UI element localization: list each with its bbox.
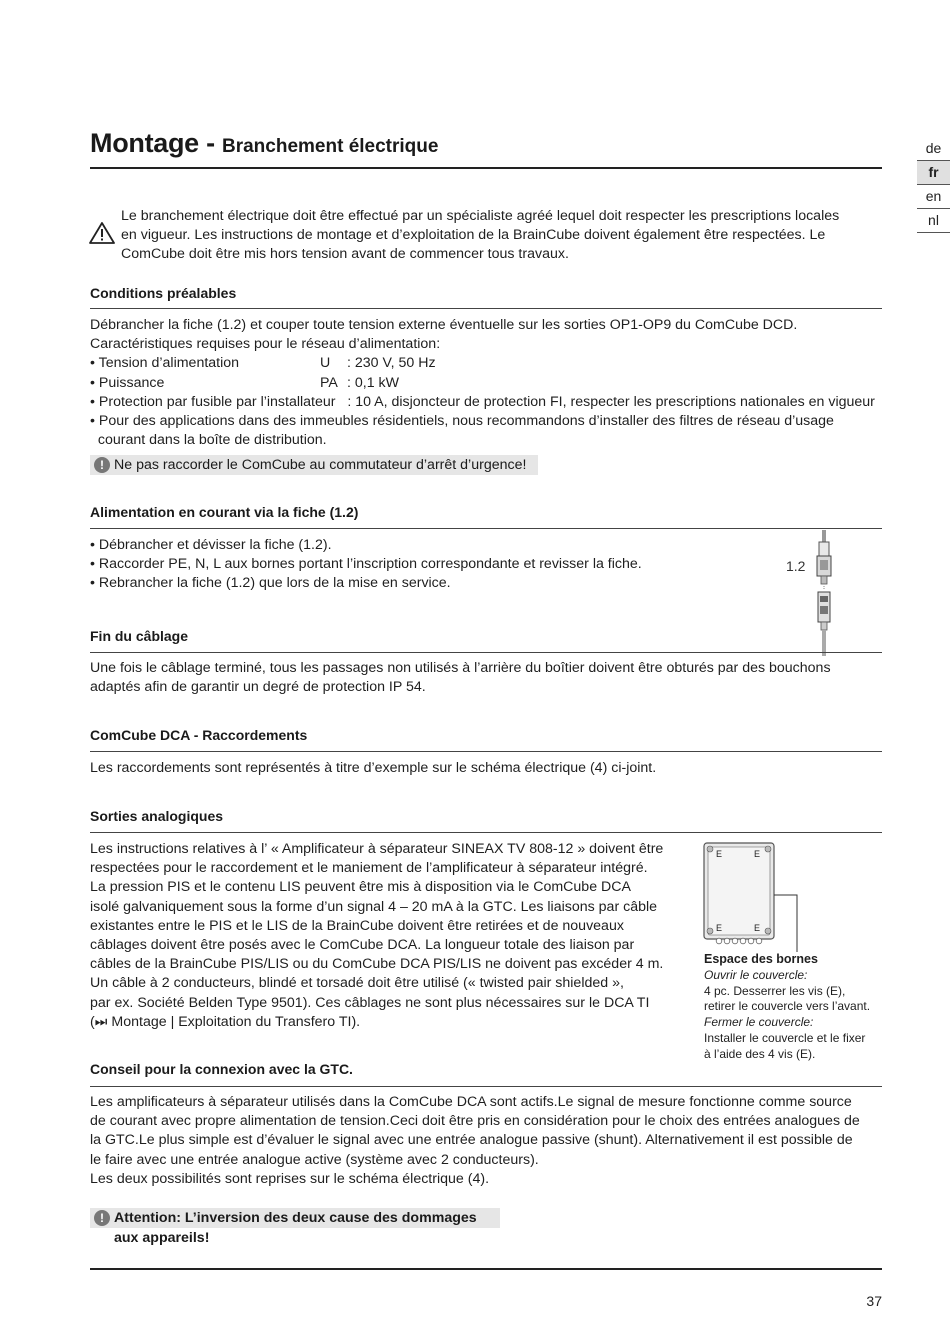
gtc-advice-body bbox=[90, 1093, 860, 1189]
safety-line: en vigueur. Les instructions de montage et d’exploitation de la BrainCube doivent également être respectées. Le bbox=[121, 227, 826, 244]
spec-value: : 0,1 kW bbox=[347, 374, 400, 391]
spec-label: • Puissance bbox=[90, 374, 165, 391]
heading-comcube-dca: ComCube DCA - Raccordements bbox=[90, 727, 308, 743]
wiring-line: adaptés afin de garantir un degré de protection IP 54. bbox=[90, 679, 426, 696]
analog-line: isolé galvaniquement sous la forme d’un signal 4 – 20 mA à la GTC. Les liaisons par câble bbox=[90, 898, 658, 915]
analog-line: (⏭ Montage | Exploitation du Transfero TI). bbox=[90, 1013, 361, 1030]
conditions-line: courant dans la boîte de distribution. bbox=[90, 432, 327, 449]
power-bullet: • Débrancher et dévisser la fiche (1.2). bbox=[90, 537, 332, 553]
analog-line: Les instructions relatives à l’ « Amplificateur à séparateur SINEAX TV 808-12 » doivent être bbox=[90, 841, 664, 857]
heading-analog-outputs: Sorties analogiques bbox=[90, 808, 224, 824]
page-title-sub: Branchement électrique bbox=[222, 136, 439, 157]
inversion-warning bbox=[90, 1208, 500, 1246]
footer-rule bbox=[90, 1268, 882, 1270]
section-rule bbox=[90, 832, 882, 833]
spec-label: • Tension d’alimentation bbox=[90, 355, 240, 372]
spec-symbol: U bbox=[320, 355, 331, 372]
exclamation-circle-icon: ! bbox=[94, 1210, 110, 1226]
emergency-switch-warning bbox=[90, 455, 538, 475]
comcube-dca-body: Les raccordements sont représentés à titre d’exemple sur le schéma électrique (4) ci-joint. bbox=[90, 760, 657, 776]
heading-gtc-advice: Conseil pour la connexion avec la GTC. bbox=[90, 1061, 353, 1077]
warning-text: Attention: L’inversion des deux cause des dommages aux appareils! bbox=[114, 1210, 477, 1246]
gtc-line: le faire avec une entrée analogue active (système avec 2 conducteurs). bbox=[90, 1151, 539, 1168]
heading-power-supply: Alimentation en courant via la fiche (1.2) bbox=[90, 504, 359, 520]
power-bullet: • Rebrancher la fiche (1.2) que lors de la mise en service. bbox=[90, 575, 451, 592]
screw-label-e: E bbox=[754, 849, 761, 859]
gtc-line: de courant avec propre alimentation de tension.Ceci doit être pris en considération pour le choix des entrées analogues de bbox=[90, 1113, 860, 1130]
analog-line: par ex. Société Belden Type 9501). Ces câblages ne sont plus nécessaires sur le DCA TI bbox=[90, 994, 650, 1011]
caption-close-label: Fermer le couvercle: bbox=[704, 1015, 814, 1030]
lang-tab-nl[interactable]: nl bbox=[917, 209, 950, 233]
wiring-end-body bbox=[90, 659, 831, 697]
analog-line: câblages doivent être posés avec le ComCube DCA. La longueur totale des liaison par bbox=[90, 937, 635, 954]
caption-open-text: retirer le couvercle vers l’avant. bbox=[704, 999, 871, 1014]
lang-tab-fr[interactable]: fr bbox=[917, 161, 950, 185]
caption-open-text: 4 pc. Desserrer les vis (E), bbox=[704, 983, 846, 998]
lang-tab-en[interactable]: en bbox=[917, 185, 950, 209]
gtc-line: la GTC.Le plus simple est d’évaluer le signal avec une entrée analogue passive (shunt). Alternativement il est possible de bbox=[90, 1132, 853, 1149]
plug-connector-icon bbox=[812, 530, 836, 656]
lang-tab-de[interactable]: de bbox=[917, 137, 950, 161]
caption-open-label: Ouvrir le couvercle: bbox=[704, 967, 808, 982]
analog-line: Un câble à 2 conducteurs, blindé et torsadé doit être utilisé (« twisted pair shielded », bbox=[90, 975, 624, 992]
terminal-box-icon bbox=[703, 842, 801, 952]
screw-label-e: E bbox=[716, 923, 723, 933]
conditions-line: • Pour des applications dans des immeubles résidentiels, nous recommandons d’installer des filtres de réseau d’usage bbox=[90, 413, 834, 430]
spec-row bbox=[90, 354, 875, 373]
screw-label-e: E bbox=[754, 923, 761, 933]
safety-line: Le branchement électrique doit être effectué par un spécialiste agréé lequel doit respecter les prescriptions locales bbox=[121, 208, 840, 224]
safety-notice bbox=[121, 207, 839, 265]
spec-row bbox=[90, 374, 875, 393]
section-rule bbox=[90, 751, 882, 752]
section-rule bbox=[90, 652, 882, 653]
plug-figure-label: 1.2 bbox=[786, 558, 806, 574]
conditions-body bbox=[90, 316, 875, 450]
spec-value: : 230 V, 50 Hz bbox=[347, 355, 436, 372]
page-title-main: Montage - bbox=[90, 128, 222, 158]
page-number: 37 bbox=[866, 1293, 882, 1309]
power-supply-body bbox=[90, 536, 642, 594]
analog-line: La pression PIS et le contenu LIS peuvent être mis à disposition via le ComCube DCA bbox=[90, 879, 631, 896]
analog-outputs-body bbox=[90, 840, 695, 1032]
conditions-line: • Protection par fusible par l’installateur : 10 A, disjoncteur de protection FI, respecter les prescriptions nationales en vigueur bbox=[90, 393, 875, 410]
caption-title: Espace des bornes bbox=[704, 952, 818, 966]
caption-close-text: à l’aide des 4 vis (E). bbox=[704, 1046, 816, 1061]
conditions-line: Caractéristiques requises pour le réseau d’alimentation: bbox=[90, 336, 441, 353]
screw-label-e: E bbox=[716, 849, 723, 859]
gtc-line: Les deux possibilités sont reprises sur le schéma électrique (4). bbox=[90, 1170, 490, 1187]
gtc-line: Les amplificateurs à séparateur utilisés dans la ComCube DCA sont actifs.Le signal de mesure fonctionne comme source bbox=[90, 1094, 852, 1110]
heading-wiring-end: Fin du câblage bbox=[90, 628, 189, 644]
terminal-box-caption bbox=[704, 952, 870, 1063]
caption-close-text: Installer le couvercle et le fixer bbox=[704, 1030, 866, 1045]
section-rule bbox=[90, 308, 882, 309]
warning-triangle-icon bbox=[89, 222, 115, 244]
heading-conditions: Conditions préalables bbox=[90, 285, 237, 301]
warning-text: Ne pas raccorder le ComCube au commutateur d’arrêt d’urgence! bbox=[114, 457, 527, 473]
section-rule bbox=[90, 1086, 882, 1087]
spec-symbol: PA bbox=[320, 374, 338, 391]
section-rule bbox=[90, 528, 882, 529]
conditions-line: Débrancher la fiche (1.2) et couper toute tension externe éventuelle sur les sorties OP1-OP9 du ComCube DCD. bbox=[90, 317, 798, 333]
analog-line: câbles de la BrainCube PIS/LIS ou du ComCube DCA PIS/LIS ne doivent pas excéder 4 m. bbox=[90, 956, 664, 973]
analog-line: respectées pour le raccordement et le maniement de l’amplificateur à séparateur intégré. bbox=[90, 860, 648, 877]
wiring-line: Une fois le câblage terminé, tous les passages non utilisés à l’arrière du boîtier doivent être obturés par des bouchons bbox=[90, 660, 831, 676]
safety-line: ComCube doit être mis hors tension avant de commencer tous travaux. bbox=[121, 246, 569, 263]
power-bullet: • Raccorder PE, N, L aux bornes portant l’inscription correspondante et revisser la fiche. bbox=[90, 556, 642, 573]
analog-line: existantes entre le PIS et le LIS de la BrainCube doivent être retirées et de nouveaux bbox=[90, 917, 624, 934]
page-title bbox=[90, 128, 438, 159]
title-rule bbox=[90, 167, 882, 169]
exclamation-circle-icon: ! bbox=[94, 457, 110, 473]
